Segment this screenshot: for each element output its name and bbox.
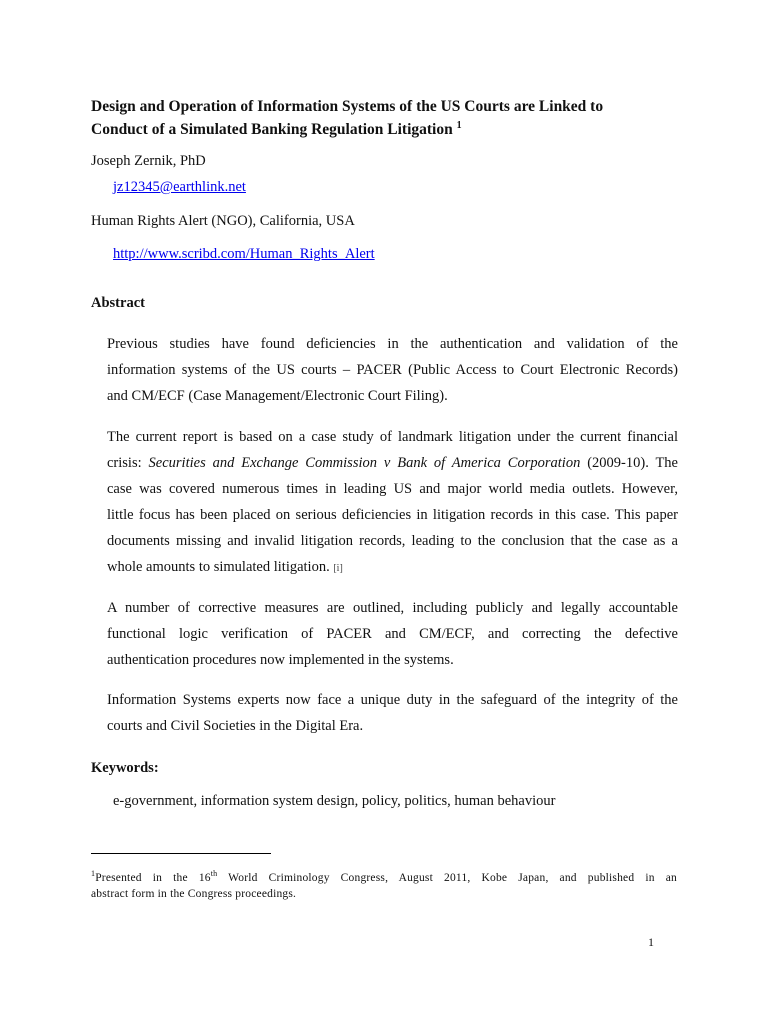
title-footnote-marker[interactable]: 1 — [456, 119, 462, 131]
abstract-p1-line: and CM/ECF (Case Management/Electronic Court Filing). — [107, 388, 448, 404]
abstract-paragraph-2 — [107, 424, 678, 580]
abstract-p1-line: Previous studies have found deficiencies in the authentication and validation of the — [107, 336, 678, 352]
abstract-p2-line: case was covered numerous times in leading US and major world media outlets. However, — [107, 481, 678, 497]
footnote-marker: 1 — [91, 869, 96, 878]
footnote-line-1 — [91, 866, 677, 886]
abstract-paragraph-4 — [107, 687, 678, 739]
keywords-heading: Keywords: — [91, 760, 159, 776]
case-name: Securities and Exchange Commission v Bank of America Corporation — [148, 455, 581, 471]
paper-title-line-2: Conduct of a Simulated Banking Regulation Litigation — [91, 121, 453, 138]
footnote-divider — [91, 853, 271, 854]
paper-title — [91, 95, 691, 141]
abstract-p4-line: Information Systems experts now face a unique duty in the safeguard of the integrity of the — [107, 692, 678, 708]
author-email-line — [113, 177, 246, 197]
abstract-p2-line: The current report is based on a case study of landmark litigation under the current financial — [107, 429, 678, 445]
abstract-heading: Abstract — [91, 295, 145, 311]
author-email-link[interactable]: jz12345@earthlink.net — [113, 179, 246, 195]
footnote — [91, 866, 677, 902]
endnote-reference[interactable]: [i] — [333, 563, 343, 574]
abstract-p4-line: courts and Civil Societies in the Digital Era. — [107, 718, 364, 734]
abstract-p2-line: documents missing and invalid litigation records, leading to the conclusion that the case as a — [107, 533, 678, 549]
abstract-p3-line: functional logic verification of PACER and CM/ECF, and correcting the defective — [107, 626, 678, 642]
footnote-text-b: World Criminology Congress, August 2011, Kobe Japan, and published in an — [217, 871, 677, 884]
author-url-link[interactable]: http://www.scribd.com/Human_Rights_Alert — [113, 246, 375, 262]
footnote-text-a: Presented in the 16 — [95, 871, 211, 884]
abstract-p2-line — [107, 450, 678, 476]
footnote-line-2: abstract form in the Congress proceedings. — [91, 887, 297, 900]
abstract-p1-line: information systems of the US courts – PACER (Public Access to Court Electronic Records) — [107, 362, 678, 378]
keywords-text: e-government, information system design, policy, politics, human behaviour — [113, 793, 556, 809]
abstract-p2-last-text: whole amounts to simulated litigation. — [107, 559, 330, 575]
author-url-line — [113, 244, 375, 264]
abstract-p2-suffix: (2009-10). The — [580, 455, 678, 471]
abstract-paragraph-3 — [107, 595, 678, 673]
abstract-p3-line: authentication procedures now implemented in the systems. — [107, 652, 454, 668]
abstract-p3-line: A number of corrective measures are outlined, including publicly and legally accountable — [107, 600, 678, 616]
page-number: 1 — [648, 935, 654, 949]
paper-title-line-1: Design and Operation of Information Systems of the US Courts are Linked to — [91, 98, 604, 115]
abstract-p2-line — [107, 554, 678, 580]
author-affiliation: Human Rights Alert (NGO), California, USA — [91, 213, 355, 229]
author-name: Joseph Zernik, PhD — [91, 153, 206, 169]
footnote-ordinal: th — [210, 869, 218, 878]
abstract-paragraph-1 — [107, 331, 678, 409]
abstract-p2-prefix: crisis: — [107, 455, 149, 471]
abstract-p2-line: little focus has been placed on serious deficiencies in litigation records in this case. This paper — [107, 507, 678, 523]
